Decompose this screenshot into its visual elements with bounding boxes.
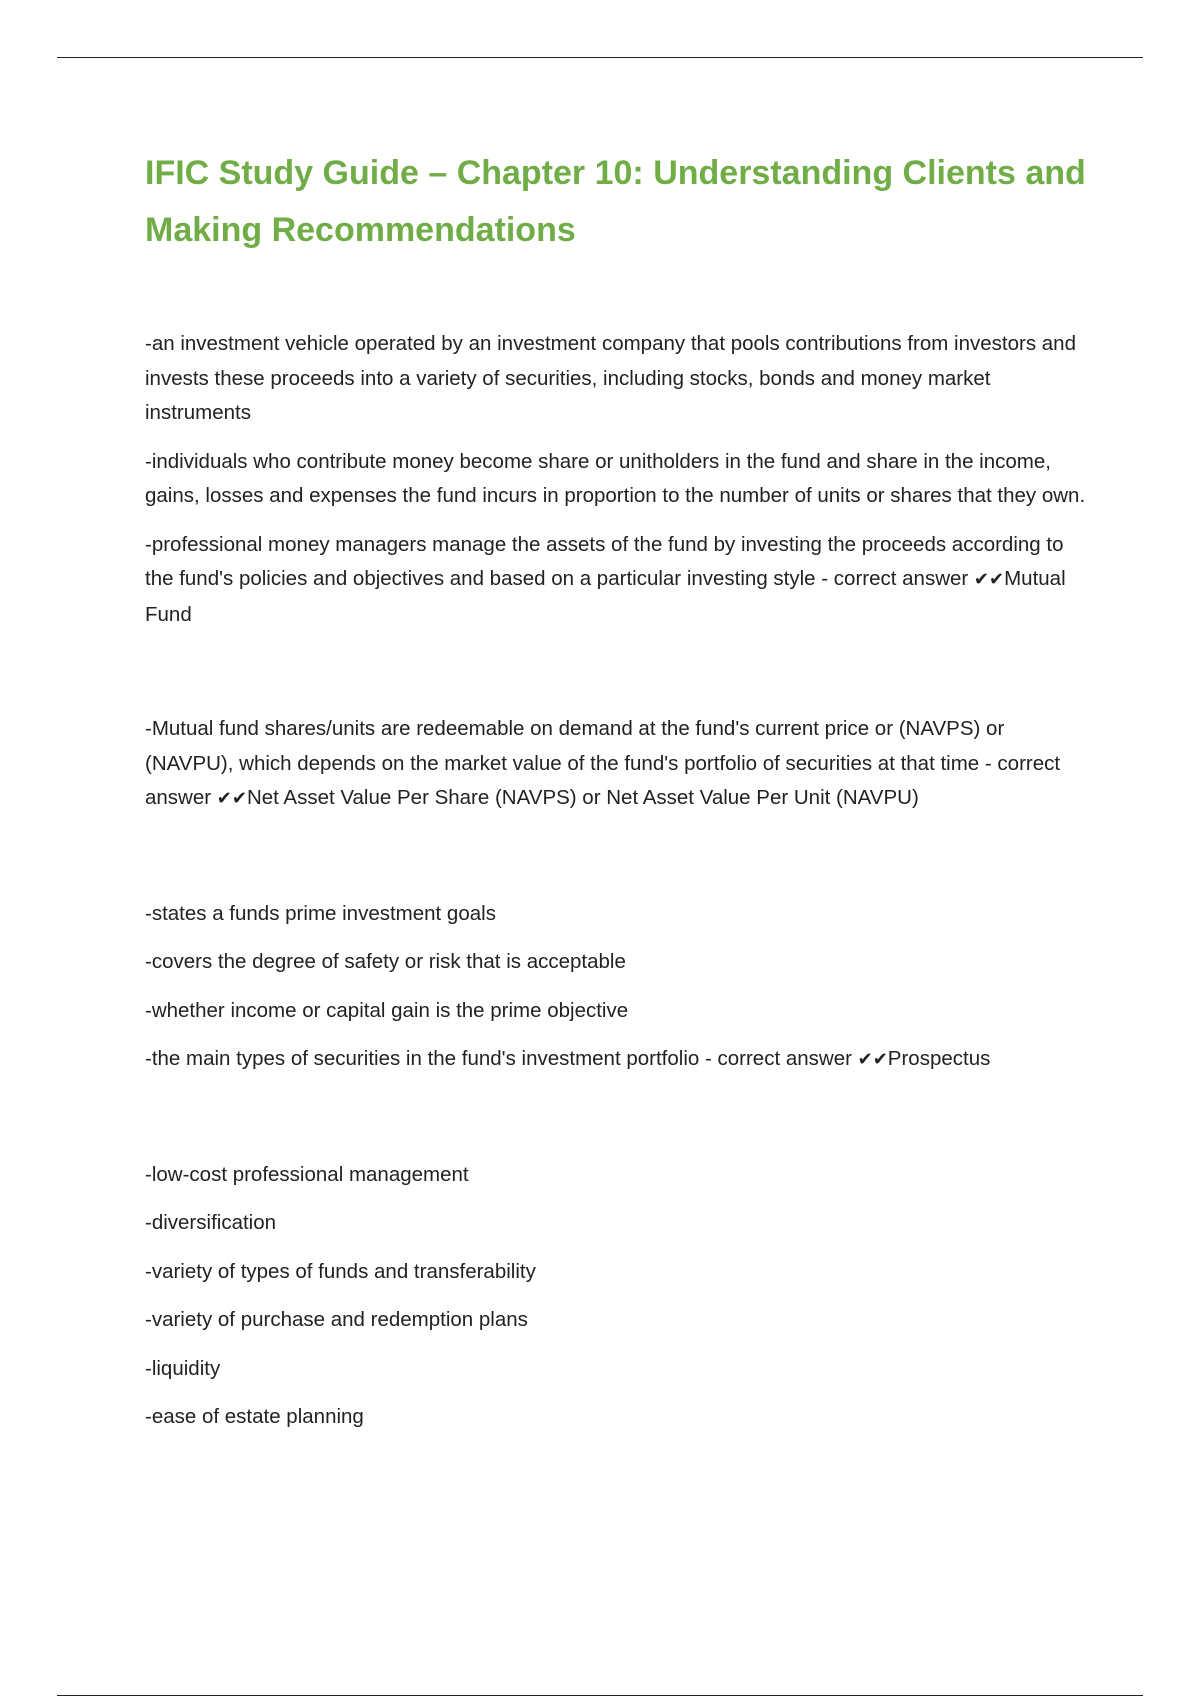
qa-block xyxy=(145,712,1095,817)
definition-text: -professional money managers manage the assets of the fund by investing the proceeds according to the fund's policies and objectives and based on a particular investing style - correct answer xyxy=(145,532,1064,590)
answer-term: Prospectus xyxy=(887,1047,991,1070)
definition-line: -covers the degree of safety or risk that is acceptable xyxy=(145,950,626,973)
definition-line: -diversification xyxy=(145,1211,277,1234)
answer-term: Net Asset Value Per Share (NAVPS) or Net Asset Value Per Unit (NAVPU) xyxy=(246,786,919,809)
footer-rule xyxy=(57,1695,1143,1696)
definition-line: -an investment vehicle operated by an investment company that pools contributions from investors and invests these proceeds into a variety of securities, including stocks, bonds and money market instruments xyxy=(145,332,1076,424)
definition-line: -states a funds prime investment goals xyxy=(145,901,496,925)
definition-text: -Mutual fund shares/units are redeemable on demand at the fund's current price or (NAVPS) or (NAVPU), which depends on the market value of the fund's portfolio of securities at that time - correct answer xyxy=(145,717,1061,809)
checkmark-icon: ✔✔ xyxy=(216,788,247,809)
definition-line: -variety of purchase and redemption plans xyxy=(145,1308,528,1331)
checkmark-icon: ✔✔ xyxy=(857,1049,888,1070)
definition-line-with-answer xyxy=(145,712,1095,817)
definition-line: -low-cost professional management xyxy=(145,1162,469,1186)
definition-line-with-answer xyxy=(145,1042,1095,1078)
checkmark-icon: ✔✔ xyxy=(973,569,1005,590)
answer-term: Mutual Fund xyxy=(145,567,1066,626)
definition-line-with-answer xyxy=(145,528,1095,633)
document-body xyxy=(145,145,1095,1435)
header-rule xyxy=(57,57,1143,58)
definition-line: -liquidity xyxy=(145,1356,221,1380)
definition-line: -whether income or capital gain is the prime objective xyxy=(145,998,629,1022)
definition-line: -ease of estate planning xyxy=(145,1405,364,1428)
definition-line: -individuals who contribute money become share or unitholders in the fund and share in the income, gains, losses and expenses the fund incurs in proportion to the number of units or shares that they own. xyxy=(145,449,1086,507)
document-title: IFIC Study Guide – Chapter 10: Understanding Clients and Making Recommendations xyxy=(145,154,1086,249)
definition-text: -the main types of securities in the fund's investment portfolio - correct answer xyxy=(145,1047,858,1070)
qa-block xyxy=(145,327,1095,632)
qa-block xyxy=(145,897,1095,1078)
definition-line: -variety of types of funds and transferability xyxy=(145,1259,536,1283)
qa-block xyxy=(145,1158,1095,1435)
